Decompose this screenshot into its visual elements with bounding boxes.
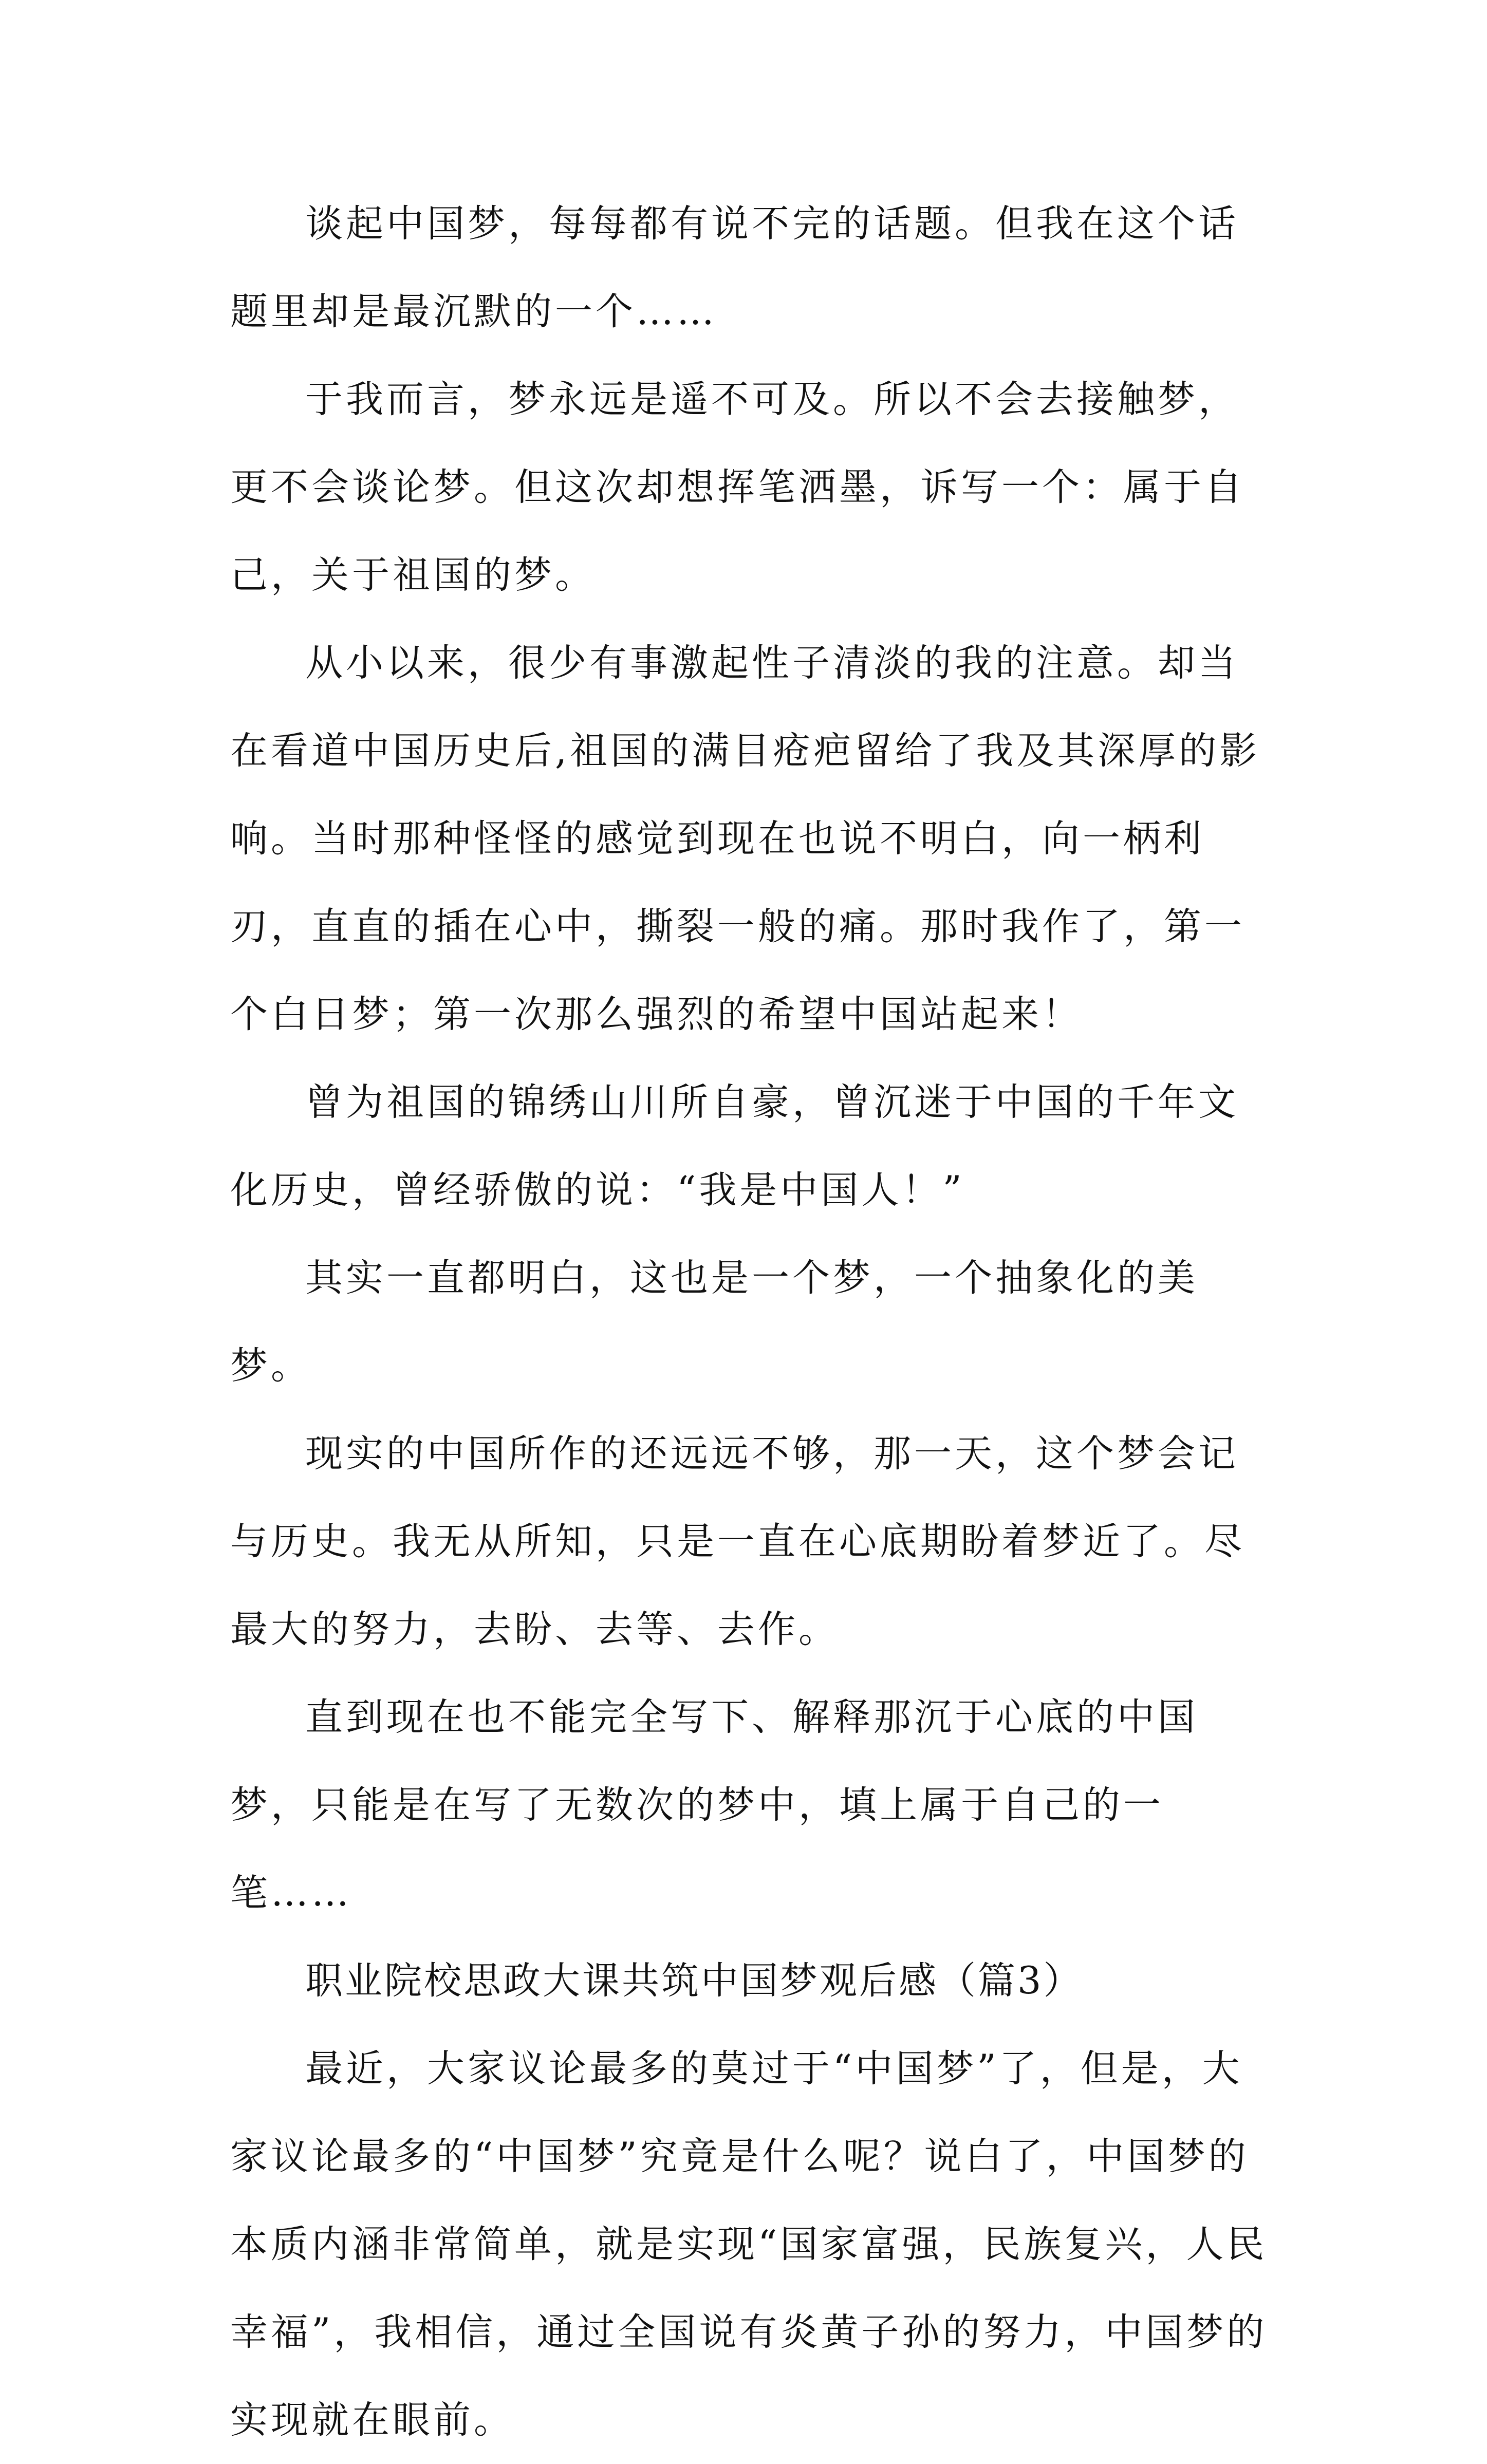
paragraph: 于我而言，梦永远是遥不可及。所以不会去接触梦，更不会谈论梦。但这次却想挥笔洒墨，诉写一个：属于自己，关于祖国的梦。: [230, 378, 1245, 597]
paragraph: 其实一直都明白，这也是一个梦，一个抽象化的美梦。: [230, 1256, 1198, 1388]
paragraph: 现实的中国所作的还远远不够，那一天，这个梦会记与历史。我无从所知，只是一直在心底期盼着梦近了。尽最大的努力，去盼、去等、去作。: [230, 1432, 1245, 1651]
paragraph: 谈起中国梦，每每都有说不完的话题。但我在这个话题里却是最沉默的一个……: [230, 202, 1239, 333]
paragraph: 直到现在也不能完全写下、解释那沉于心底的中国梦，只能是在写了无数次的梦中，填上属于自己的一笔……: [230, 1695, 1198, 1915]
document-body: [230, 180, 1278, 2464]
paragraph: 从小以来，很少有事激起性子清淡的我的注意。却当在看道中国历史后,祖国的满目疮疤留给了我及其深厚的影响。当时那种怪怪的感觉到现在也说不明白，向一柄利刃，直直的插在心中，撕裂一般的痛。那时我作了，第一个白日梦；第一次那么强烈的希望中国站起来！: [230, 641, 1260, 1036]
paragraph: 曾为祖国的锦绣山川所自豪，曾沉迷于中国的千年文化历史，曾经骄傲的说：“我是中国人！”: [230, 1080, 1239, 1212]
paragraph: 最近，大家议论最多的莫过于“中国梦”了，但是，大家议论最多的“中国梦”究竟是什么呢？说白了，中国梦的本质内涵非常简单，就是实现“国家富强，民族复兴，人民幸福”，我相信，通过全国说有炎黄子孙的努力，中国梦的实现就在眼前。: [230, 2047, 1268, 2442]
section-heading: 职业院校思政大课共筑中国梦观后感（篇3）: [305, 1959, 1083, 2003]
